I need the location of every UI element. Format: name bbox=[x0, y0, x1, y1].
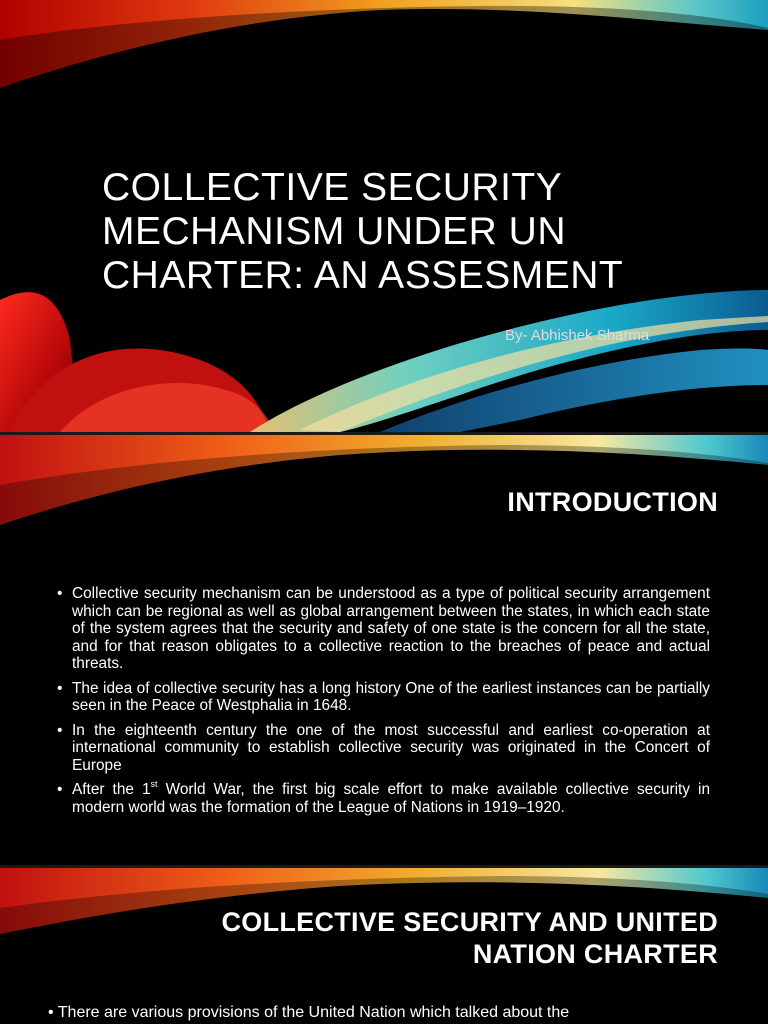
title-line-1: COLLECTIVE SECURITY bbox=[102, 166, 563, 209]
bullet-list bbox=[55, 585, 710, 823]
title-slide bbox=[0, 0, 768, 432]
title-line-3: CHARTER: AN ASSESMENT bbox=[102, 254, 624, 297]
ordinal-superscript: st bbox=[150, 778, 158, 789]
list-item-prefix: After the 1 bbox=[72, 781, 151, 798]
introduction-slide bbox=[0, 435, 768, 865]
list-item bbox=[55, 778, 711, 816]
section-heading: INTRODUCTION bbox=[507, 487, 718, 517]
heading-line-1: COLLECTIVE SECURITY AND UNITED bbox=[221, 907, 718, 937]
list-item: • There are various provisions of the United Nation which talked about the bbox=[48, 1004, 728, 1022]
list-item-suffix: World War, the first big scale effort to make available collective security in modern world was the formation of the League of Nations in 1919–1920. bbox=[72, 781, 711, 816]
slide-title bbox=[102, 166, 662, 298]
list-item: • The idea of collective security has a long history One of the earliest instances can be partially seen in the Peace of Westphalia in 1648. bbox=[55, 680, 710, 715]
heading-line-2: NATION CHARTER bbox=[472, 939, 718, 969]
title-line-2: MECHANISM UNDER UN bbox=[102, 210, 567, 253]
author-byline: By- Abhishek Sharma bbox=[505, 327, 650, 344]
section-heading bbox=[198, 906, 718, 970]
list-item: • In the eighteenth century the one of the most successful and earliest co-operation at international community to establish collective security was originated in the Concert of Europe bbox=[55, 722, 710, 775]
charter-slide bbox=[0, 868, 768, 1024]
list-item: • Collective security mechanism can be understood as a type of political security arrangement which can be regional as well as global arrangement between the states, in which each state of the system agrees that the security and safety of one state is the concern for all the state, and for that reason obligates to a collective reaction to the breaches of peace and actual threats. bbox=[55, 585, 710, 673]
